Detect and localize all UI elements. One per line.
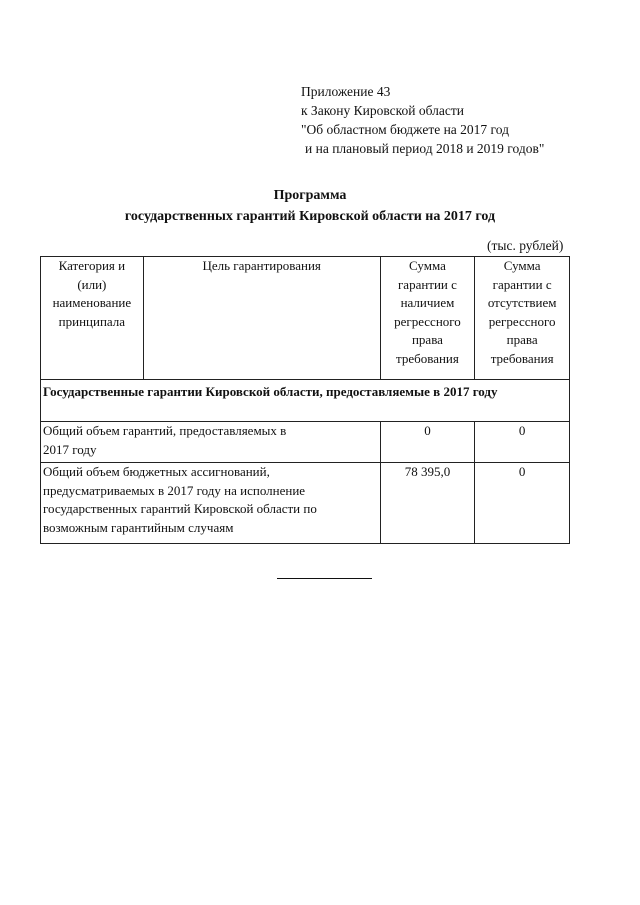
appendix-law-title: "Об областном бюджете на 2017 год <box>301 122 509 137</box>
appendix-law-period: и на плановый период 2018 и 2019 годов" <box>305 141 545 156</box>
table-section-row <box>41 380 570 422</box>
end-separator-line <box>277 578 372 579</box>
header-with-regress: Сумма гарантии с наличием регрессного права требования <box>380 257 475 380</box>
appendix-note <box>301 82 544 158</box>
row-with-regress-value: 78 395,0 <box>380 463 475 544</box>
title-line-1: Программа <box>273 188 347 203</box>
appendix-number: Приложение 43 <box>301 84 391 99</box>
guarantees-table <box>40 256 570 544</box>
row-label: Общий объем бюджетных ассигнований, предусматриваемых в 2017 году на исполнение государственных гарантий Кировской области по возможным гарантийным случаям <box>41 463 381 544</box>
appendix-law: к Закону Кировской области <box>301 103 465 118</box>
table-row <box>41 463 570 544</box>
section-title: Государственные гарантии Кировской области, предоставляемые в 2017 году <box>41 380 570 422</box>
header-principal: Категория и (или) наименование принципала <box>41 257 144 380</box>
title-line-2: государственных гарантий Кировской области на 2017 год <box>124 209 496 224</box>
units-label: (тыс. рублей) <box>487 238 564 253</box>
document-title <box>0 185 620 227</box>
row-without-regress-value: 0 <box>475 422 570 463</box>
row-without-regress-value: 0 <box>475 463 570 544</box>
table-header-row <box>41 257 570 380</box>
row-label: Общий объем гарантий, предоставляемых в 2017 году <box>41 422 381 463</box>
header-without-regress: Сумма гарантии с отсутствием регрессного права требования <box>475 257 570 380</box>
row-with-regress-value: 0 <box>380 422 475 463</box>
table-row <box>41 422 570 463</box>
header-purpose: Цель гарантирования <box>143 257 380 380</box>
